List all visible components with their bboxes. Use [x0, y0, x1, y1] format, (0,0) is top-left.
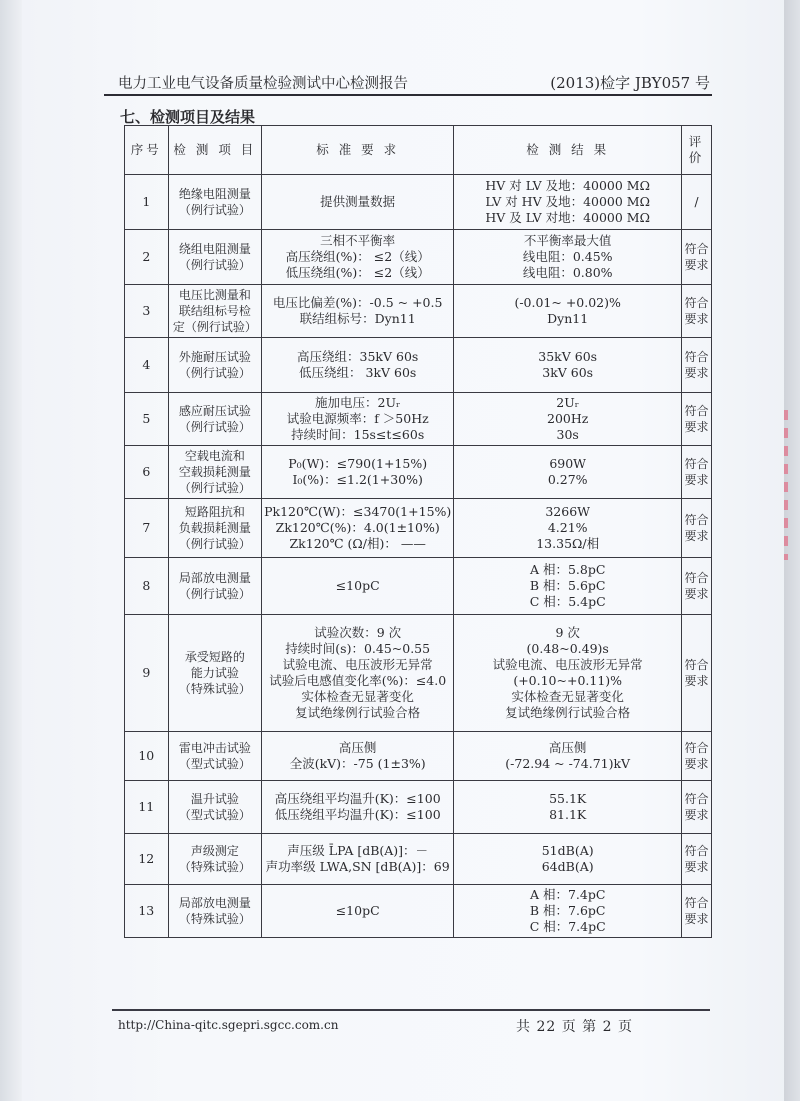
cell-standard-line: 高压绕组平均温升(K)：≤100	[274, 791, 441, 806]
cell-item	[168, 558, 262, 615]
column-header-standard: 标 准 要 求	[262, 126, 454, 175]
cell-item	[168, 499, 262, 558]
cell-result-line: 高压侧	[548, 740, 587, 755]
cell-item-line: 感应耐压试验	[178, 404, 251, 418]
cell-result-line: 不平衡率最大值	[523, 233, 612, 248]
cell-item-line: （型式试验）	[178, 757, 251, 771]
cell-evaluation-line: 符合	[684, 896, 709, 910]
cell-item-line: （例行试验）	[178, 587, 251, 601]
cell-no: 9	[125, 615, 169, 732]
cell-item-line: 电压比测量和	[178, 288, 251, 302]
column-header-result: 检 测 结 果	[454, 126, 682, 175]
cell-result-line: 2Uᵣ	[556, 395, 580, 410]
cell-item-line: （例行试验）	[178, 420, 251, 434]
cell-item-line: 局部放电测量	[178, 896, 251, 910]
cell-standard	[262, 732, 454, 781]
cell-result-line: B 相：5.6pC	[529, 578, 606, 593]
cell-result-line: 51dB(A)	[541, 843, 594, 858]
column-header-item: 检 测 项 目	[168, 126, 262, 175]
table-row	[125, 615, 712, 732]
cell-item-line: （例行试验）	[178, 481, 251, 495]
cell-no: 10	[125, 732, 169, 781]
cell-evaluation	[682, 885, 712, 938]
cell-evaluation-line: 要求	[684, 757, 709, 771]
cell-evaluation-line: 要求	[684, 860, 709, 874]
footer-page-info: 共 22 页 第 2 页	[516, 1019, 633, 1035]
cell-result	[454, 834, 682, 885]
cell-result-line: (-0.01~ +0.02)%	[514, 295, 621, 310]
cell-result-line: (0.48~0.49)s	[526, 641, 609, 656]
cell-evaluation-line: 符合	[684, 242, 709, 256]
cell-standard-line: 实体检查无显著变化	[301, 689, 414, 704]
cell-standard	[262, 393, 454, 446]
cell-result	[454, 885, 682, 938]
cell-item	[168, 338, 262, 393]
cell-standard-line: 低压绕组： 3kV 60s	[299, 365, 417, 380]
cell-standard	[262, 558, 454, 615]
results-table	[124, 125, 712, 938]
cell-result-line: 35kV 60s	[538, 349, 598, 364]
cell-evaluation-line: 符合	[684, 844, 709, 858]
cell-item	[168, 781, 262, 834]
cell-evaluation	[682, 393, 712, 446]
cell-evaluation-line: 要求	[684, 808, 709, 822]
cell-standard-line: 高压侧	[338, 740, 377, 755]
cell-result-line: A 相：5.8pC	[529, 562, 606, 577]
cell-result-line: 实体检查无显著变化	[511, 689, 624, 704]
header-divider	[104, 94, 712, 96]
cell-item-line: （型式试验）	[178, 808, 251, 822]
cell-item-line: 短路阻抗和	[184, 505, 245, 519]
cell-no: 13	[125, 885, 169, 938]
cell-item	[168, 885, 262, 938]
cell-evaluation-line: 要求	[684, 420, 709, 434]
page-binding-edge	[0, 0, 22, 1101]
cell-result-line: (-72.94 ~ -74.71)kV	[505, 756, 631, 771]
cell-item-line: 绝缘电阻测量	[178, 187, 251, 201]
cell-no: 2	[125, 230, 169, 285]
cell-standard-line: 试验电源频率：f ＞50Hz	[286, 411, 429, 426]
cell-result-line: 9 次	[555, 625, 580, 640]
cell-result	[454, 230, 682, 285]
table-row	[125, 175, 712, 230]
table-row	[125, 781, 712, 834]
cell-standard-line: 施加电压：2Uᵣ	[315, 395, 401, 410]
cell-result-line: Dyn11	[547, 311, 589, 326]
cell-result	[454, 175, 682, 230]
table-row	[125, 834, 712, 885]
cell-standard-line: 试验电流、电压波形无异常	[282, 657, 433, 672]
cell-evaluation-line: 符合	[684, 513, 709, 527]
column-header-evaluation: 评价	[682, 126, 712, 175]
cell-result-line: 30s	[556, 427, 579, 442]
cell-standard-line: Zk120℃(%)：4.0(1±10%)	[275, 520, 440, 535]
org-title: 电力工业电气设备质量检验测试中心检测报告	[118, 76, 408, 92]
red-seal-mark	[784, 410, 788, 560]
cell-item-line: 负载损耗测量	[178, 521, 251, 535]
footer-divider	[112, 1009, 710, 1011]
cell-no: 12	[125, 834, 169, 885]
cell-no: 3	[125, 285, 169, 338]
section-title: 七、检测项目及结果	[120, 108, 256, 126]
cell-result	[454, 338, 682, 393]
cell-result-line: 线电阻：0.80%	[522, 265, 613, 280]
cell-standard-line: 高压绕组(%)： ≤2（线）	[285, 249, 430, 264]
cell-standard-line: Zk120℃ (Ω/相)： ——	[289, 536, 426, 551]
report-header	[118, 72, 710, 94]
cell-evaluation-line: 符合	[684, 658, 709, 672]
cell-result-line: B 相：7.6pC	[529, 903, 606, 918]
cell-standard-line: 试验后电感值变化率(%)：≤4.0	[269, 673, 447, 688]
cell-item	[168, 175, 262, 230]
cell-standard-line: 持续时间(s)：0.45~0.55	[285, 641, 431, 656]
cell-evaluation	[682, 285, 712, 338]
cell-result	[454, 732, 682, 781]
cell-standard	[262, 285, 454, 338]
cell-item	[168, 732, 262, 781]
cell-result-line: HV 及 LV 对地：40000 MΩ	[485, 210, 650, 225]
cell-evaluation-line: 要求	[684, 912, 709, 926]
cell-standard-line: ≤10pC	[335, 903, 380, 918]
cell-result	[454, 615, 682, 732]
cell-result-line: HV 对 LV 及地：40000 MΩ	[485, 178, 650, 193]
cell-standard	[262, 781, 454, 834]
cell-result-line: 55.1K	[549, 791, 587, 806]
cell-result-line: 3kV 60s	[542, 365, 594, 380]
cell-item-line: （例行试验）	[178, 203, 251, 217]
cell-standard	[262, 230, 454, 285]
cell-evaluation-line: 符合	[684, 350, 709, 364]
cell-no: 7	[125, 499, 169, 558]
cell-evaluation-line: 符合	[684, 792, 709, 806]
cell-item-line: （特殊试验）	[178, 682, 251, 696]
cell-item-line: 局部放电测量	[178, 571, 251, 585]
cell-result	[454, 393, 682, 446]
cell-item-line: 承受短路的	[184, 650, 245, 664]
cell-result	[454, 499, 682, 558]
cell-item-line: 声级测定	[190, 844, 239, 858]
cell-standard-line: 提供测量数据	[320, 194, 396, 209]
cell-standard	[262, 615, 454, 732]
cell-result-line: C 相：7.4pC	[529, 919, 606, 934]
cell-evaluation-line: 要求	[684, 587, 709, 601]
cell-evaluation-line: 要求	[684, 366, 709, 380]
cell-item-line: （例行试验）	[178, 366, 251, 380]
cell-evaluation	[682, 446, 712, 499]
cell-result	[454, 285, 682, 338]
table-row	[125, 885, 712, 938]
cell-result-line: 4.21%	[547, 520, 588, 535]
cell-result-line: 64dB(A)	[541, 859, 594, 874]
cell-standard-line: 试验次数：9 次	[314, 625, 402, 640]
cell-result-line: 线电阻：0.45%	[522, 249, 613, 264]
cell-item	[168, 446, 262, 499]
cell-item-line: （例行试验）	[178, 258, 251, 272]
cell-evaluation	[682, 338, 712, 393]
cell-evaluation-line: 符合	[684, 741, 709, 755]
cell-item-line: 空载电流和	[184, 449, 245, 463]
cell-standard-line: 低压绕组平均温升(K)：≤100	[274, 807, 441, 822]
report-number: (2013)检字 JBY057 号	[550, 74, 710, 92]
cell-item-line: 联结组标号检	[178, 304, 251, 318]
cell-evaluation	[682, 781, 712, 834]
cell-item-line: 雷电冲击试验	[178, 741, 251, 755]
cell-evaluation	[682, 834, 712, 885]
cell-evaluation-line: 符合	[684, 571, 709, 585]
cell-result-line: 200Hz	[547, 411, 589, 426]
cell-no: 8	[125, 558, 169, 615]
cell-evaluation-line: 要求	[684, 529, 709, 543]
cell-result-line: 复试绝缘例行试验合格	[505, 705, 631, 720]
cell-standard-line: 全波(kV)：-75 (1±3%)	[289, 756, 426, 771]
cell-item-line: 能力试验	[190, 666, 239, 680]
table-row	[125, 285, 712, 338]
cell-standard	[262, 834, 454, 885]
cell-result-line: (+0.10~+0.11)%	[513, 673, 623, 688]
table-row	[125, 230, 712, 285]
table-row	[125, 558, 712, 615]
cell-item-line: 定（例行试验）	[172, 320, 257, 334]
cell-standard-line: 联结组标号：Dyn11	[299, 311, 416, 326]
cell-result	[454, 781, 682, 834]
cell-item-line: 绕组电阻测量	[178, 242, 251, 256]
cell-standard-line: 复试绝缘例行试验合格	[295, 705, 421, 720]
cell-standard	[262, 338, 454, 393]
cell-standard	[262, 175, 454, 230]
cell-no: 11	[125, 781, 169, 834]
cell-evaluation	[682, 499, 712, 558]
cell-item	[168, 285, 262, 338]
cell-evaluation	[682, 230, 712, 285]
cell-evaluation-line: 要求	[684, 312, 709, 326]
cell-evaluation-line: /	[694, 195, 699, 209]
cell-item-line: 温升试验	[190, 792, 239, 806]
cell-result-line: A 相：7.4pC	[529, 887, 606, 902]
cell-evaluation	[682, 175, 712, 230]
cell-result-line: 81.1K	[549, 807, 587, 822]
column-header-no: 序号	[125, 126, 169, 175]
cell-evaluation	[682, 732, 712, 781]
cell-result	[454, 446, 682, 499]
cell-result-line: 试验电流、电压波形无异常	[492, 657, 643, 672]
cell-item	[168, 393, 262, 446]
cell-result-line: 3266W	[545, 504, 591, 519]
cell-evaluation-line: 符合	[684, 404, 709, 418]
cell-standard	[262, 446, 454, 499]
cell-no: 5	[125, 393, 169, 446]
cell-standard-line: Pk120℃(W)：≤3470(1+15%)	[264, 504, 452, 519]
cell-evaluation-line: 要求	[684, 258, 709, 272]
cell-standard	[262, 885, 454, 938]
cell-result-line: C 相：5.4pC	[529, 594, 606, 609]
cell-item-line: 空载损耗测量	[178, 465, 251, 479]
table-header-row	[125, 126, 712, 175]
table-row	[125, 338, 712, 393]
cell-item-line: （特殊试验）	[178, 860, 251, 874]
cell-no: 6	[125, 446, 169, 499]
cell-result-line: 690W	[549, 456, 587, 471]
cell-item-line: 外施耐压试验	[178, 350, 251, 364]
cell-evaluation	[682, 615, 712, 732]
table-row	[125, 499, 712, 558]
cell-standard-line: 低压绕组(%)： ≤2（线）	[285, 265, 430, 280]
cell-standard-line: 三相不平衡率	[320, 233, 396, 248]
table-row	[125, 393, 712, 446]
cell-standard-line: 声压级 L̄PA [dB(A)]：－	[287, 843, 429, 858]
cell-evaluation-line: 符合	[684, 457, 709, 471]
cell-result-line: LV 对 HV 及地：40000 MΩ	[485, 194, 650, 209]
cell-item-line: （特殊试验）	[178, 912, 251, 926]
cell-standard-line: 持续时间：15s≤t≤60s	[291, 427, 425, 442]
footer-url: http://China-qitc.sgepri.sgcc.com.cn	[118, 1018, 339, 1032]
cell-item	[168, 230, 262, 285]
cell-item	[168, 834, 262, 885]
table-row	[125, 446, 712, 499]
cell-result-line: 0.27%	[547, 472, 588, 487]
cell-evaluation-line: 要求	[684, 674, 709, 688]
cell-standard	[262, 499, 454, 558]
cell-standard-line: 电压比偏差(%)：-0.5 ~ +0.5	[272, 295, 443, 310]
cell-standard-line: P₀(W)：≤790(1+15%)	[288, 456, 428, 471]
cell-no: 4	[125, 338, 169, 393]
cell-result	[454, 558, 682, 615]
cell-item-line: （例行试验）	[178, 537, 251, 551]
cell-item	[168, 615, 262, 732]
cell-evaluation-line: 符合	[684, 296, 709, 310]
cell-standard-line: 声功率级 LWA,SN [dB(A)]：69	[265, 859, 450, 874]
cell-evaluation-line: 要求	[684, 473, 709, 487]
cell-standard-line: I₀(%)：≤1.2(1+30%)	[292, 472, 423, 487]
cell-evaluation	[682, 558, 712, 615]
cell-standard-line: ≤10pC	[335, 578, 380, 593]
cell-result-line: 13.35Ω/相	[536, 536, 600, 551]
cell-standard-line: 高压绕组：35kV 60s	[297, 349, 419, 364]
table-row	[125, 732, 712, 781]
cell-no: 1	[125, 175, 169, 230]
